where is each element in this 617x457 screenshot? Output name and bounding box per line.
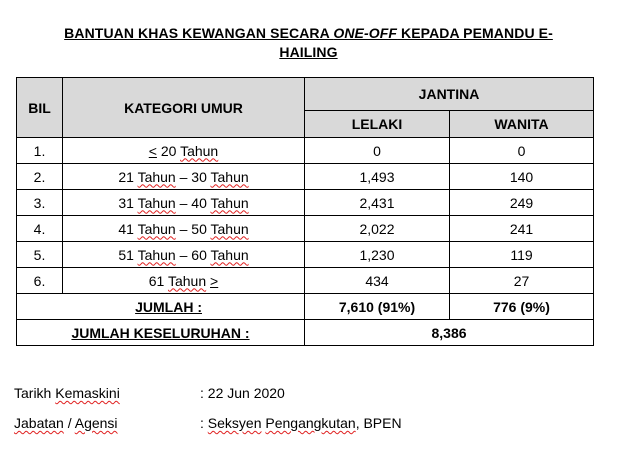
jumlah-lelaki: 7,610 (91%) [305,294,450,320]
jumlah-keseluruhan-row [17,320,594,346]
cell-bil: 3. [17,190,63,216]
cell-bil: 1. [17,138,63,164]
cell-kategori: < 20 Tahun [63,138,305,164]
table-row [17,268,594,294]
table-row [17,242,594,268]
jumlah-label: JUMLAH : [17,294,305,320]
header-lelaki: LELAKI [305,111,450,138]
tarikh-value: : 22 Jun 2020 [200,385,285,401]
header-bil: BIL [17,78,63,138]
title-line-2: HAILING [279,44,338,60]
cell-lelaki: 0 [305,138,450,164]
cell-bil: 2. [17,164,63,190]
ehailing-aid-table [16,77,594,346]
cell-kategori: 31 Tahun – 40 Tahun [63,190,305,216]
table-row [17,138,594,164]
cell-lelaki: 2,022 [305,216,450,242]
cell-kategori: 61 Tahun > [63,268,305,294]
table-row [17,190,594,216]
cell-bil: 6. [17,268,63,294]
jumlah-keseluruhan-value: 8,386 [305,320,594,346]
cell-bil: 5. [17,242,63,268]
cell-lelaki: 1,493 [305,164,450,190]
cell-bil: 4. [17,216,63,242]
cell-wanita: 241 [450,216,594,242]
tarikh-label: Tarikh Kemaskini [14,385,120,401]
title-line-1: BANTUAN KHAS KEWANGAN SECARA ONE-OFF KEPADA PEMANDU E- [64,25,553,41]
cell-wanita: 119 [450,242,594,268]
cell-lelaki: 434 [305,268,450,294]
header-kategori-umur: KATEGORI UMUR [63,78,305,138]
jumlah-row [17,294,594,320]
document-title [0,24,617,62]
cell-wanita: 140 [450,164,594,190]
cell-wanita: 0 [450,138,594,164]
header-wanita: WANITA [450,111,594,138]
jumlah-keseluruhan-label: JUMLAH KESELURUHAN : [17,320,305,346]
table-row [17,164,594,190]
header-jantina: JANTINA [305,78,594,111]
cell-kategori: 21 Tahun – 30 Tahun [63,164,305,190]
cell-kategori: 51 Tahun – 60 Tahun [63,242,305,268]
cell-wanita: 249 [450,190,594,216]
cell-lelaki: 1,230 [305,242,450,268]
jabatan-label: Jabatan / Agensi [14,415,118,431]
cell-wanita: 27 [450,268,594,294]
table-row [17,216,594,242]
cell-lelaki: 2,431 [305,190,450,216]
jabatan-value: : Seksyen Pengangkutan, BPEN [200,415,402,431]
jumlah-wanita: 776 (9%) [450,294,594,320]
cell-kategori: 41 Tahun – 50 Tahun [63,216,305,242]
